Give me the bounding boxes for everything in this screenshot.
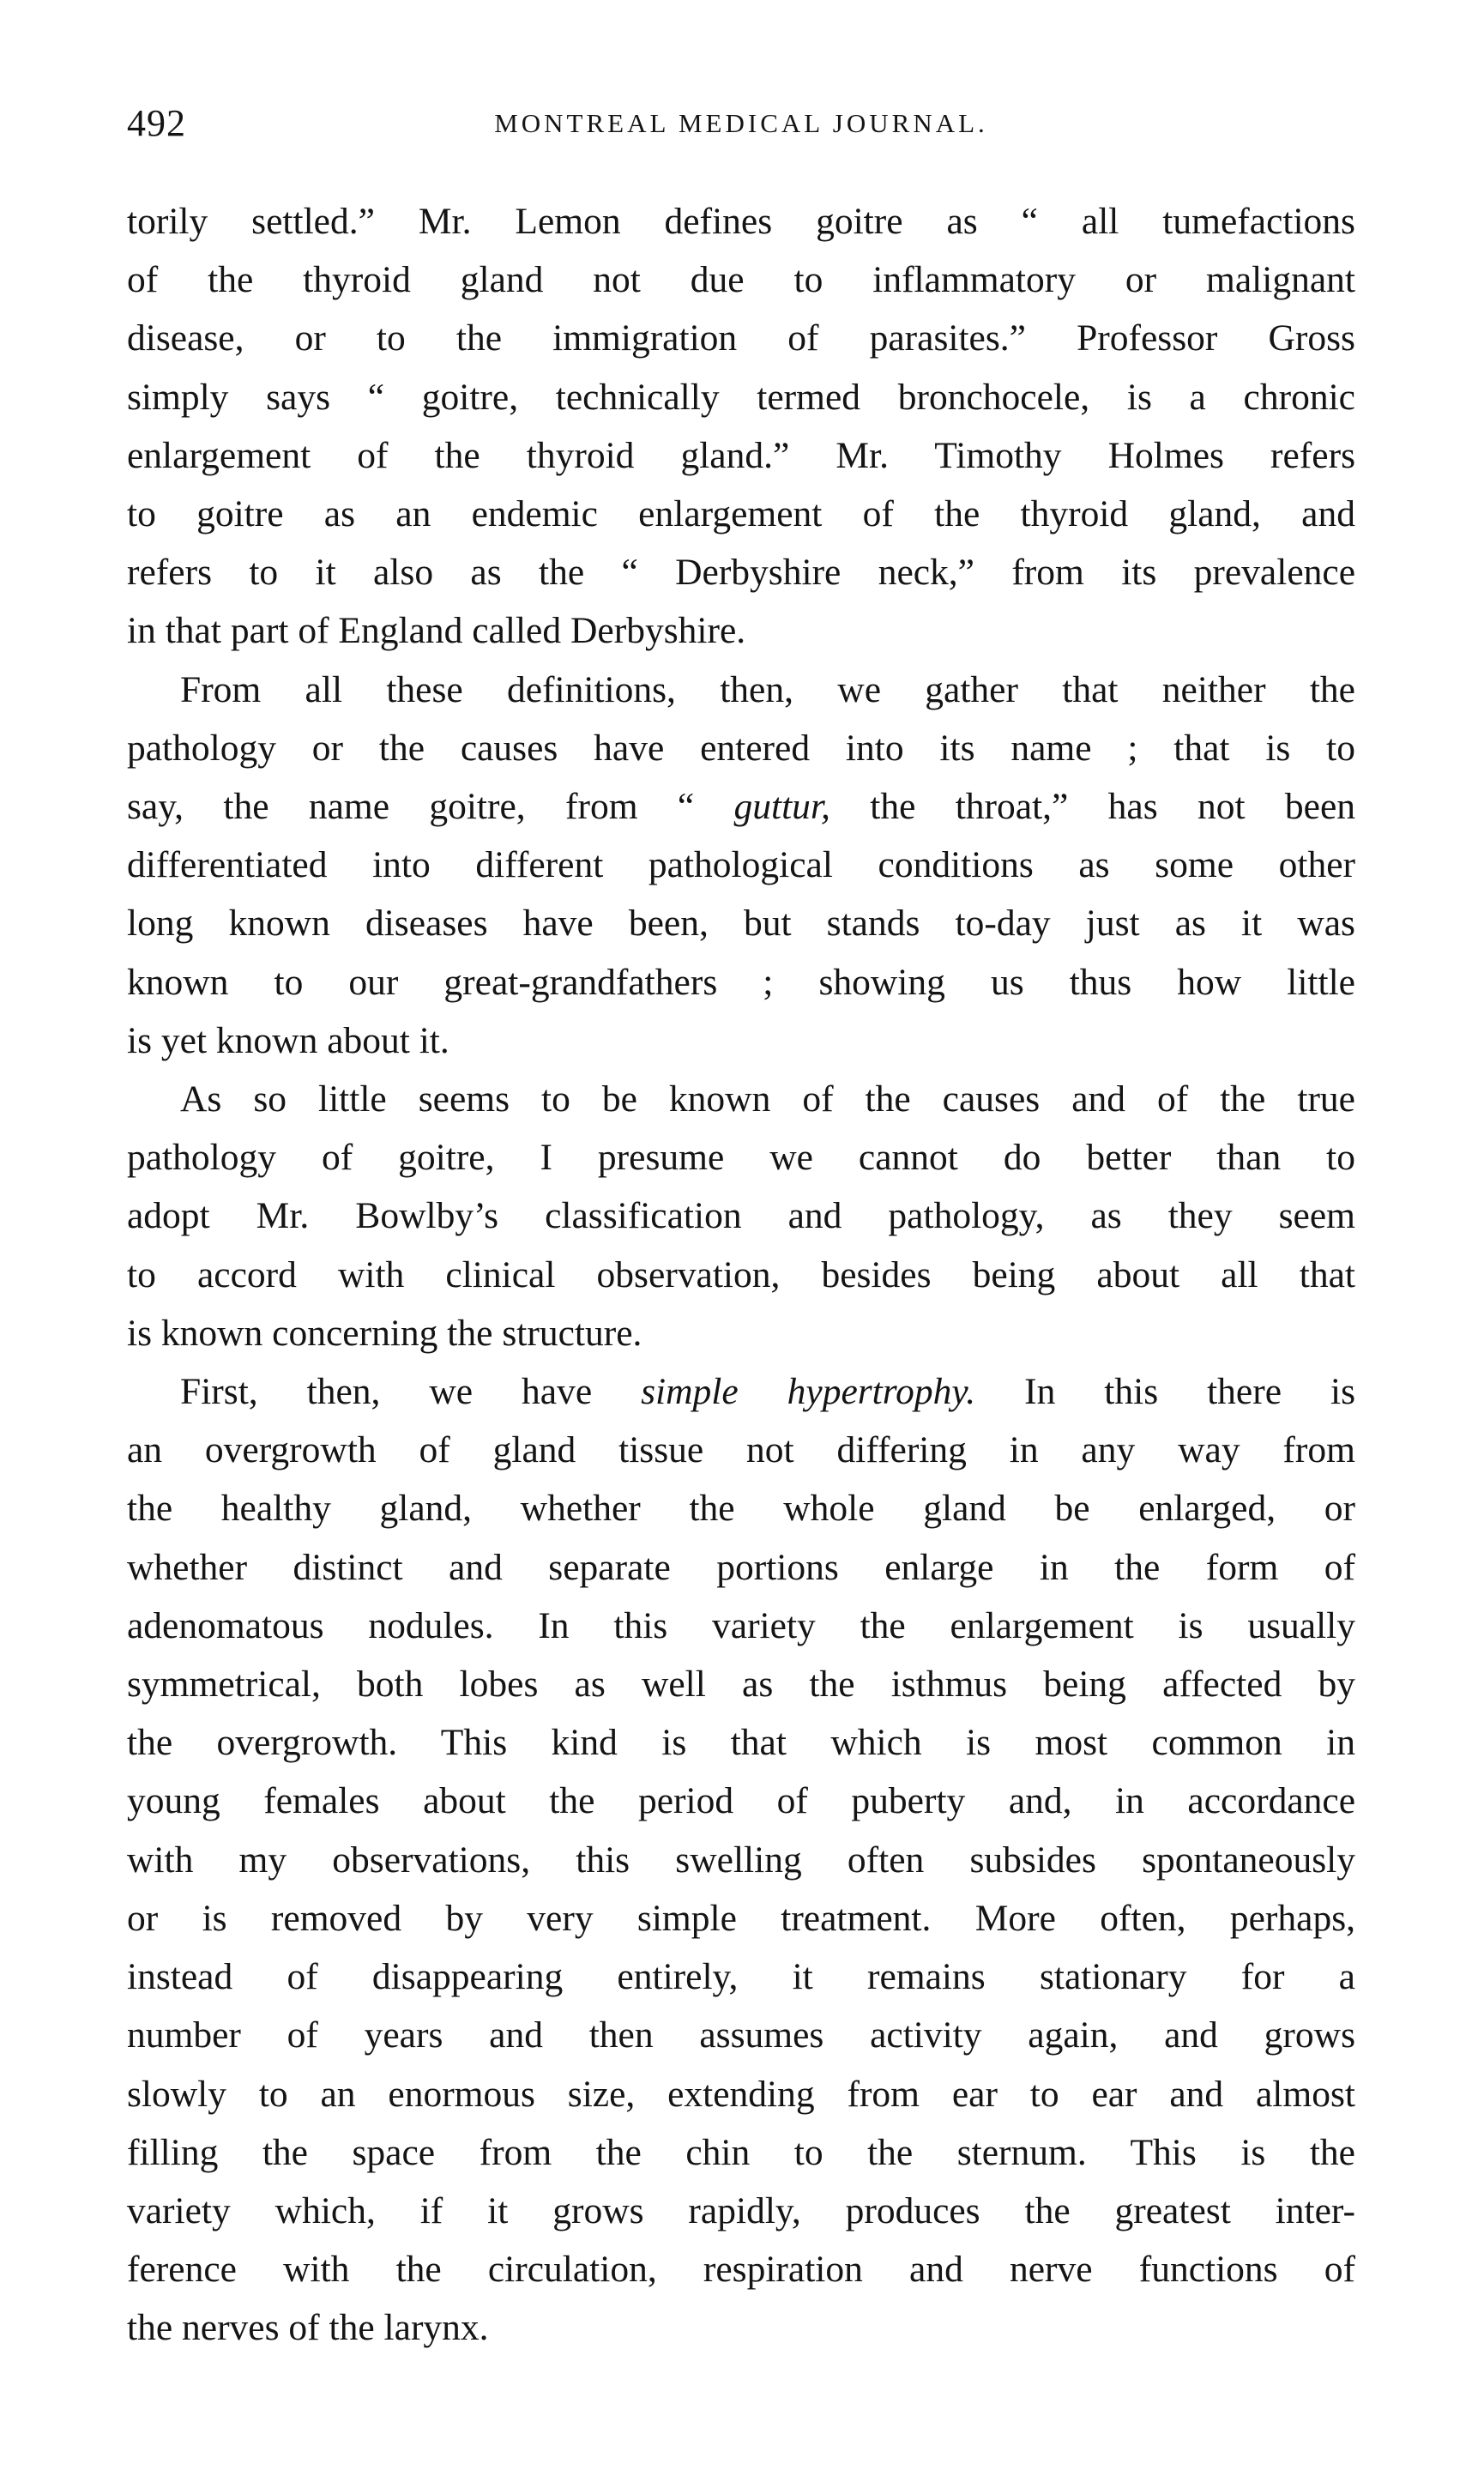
text-line: As so little seems to be known of the causes and of the true — [180, 1078, 1355, 1120]
text-line — [127, 777, 1355, 836]
text-line: of the thyroid gland not due to inflammatory or malignant — [127, 259, 1355, 301]
text-line: is known concerning the structure. — [127, 1312, 642, 1354]
text-line: or is removed by very simple treatment. More often, perhaps, — [127, 1897, 1355, 1939]
text-line: symmetrical, both lobes as well as the isthmus being affected by — [127, 1664, 1355, 1706]
italic-term: simple hypertrophy. — [641, 1371, 976, 1413]
text-line: to goitre as an endemic enlargement of the thyroid gland, and — [127, 493, 1355, 535]
paragraph — [127, 1070, 1355, 1362]
text-line: number of years and then assumes activity again, and grows — [127, 2014, 1355, 2056]
text-segment: First, then, we have — [180, 1371, 642, 1413]
text-line: simply says “ goitre, technically termed bronchocele, is a chronic — [127, 376, 1355, 418]
text-line: young females about the period of puberty and, in accordance — [127, 1780, 1355, 1822]
text-line: filling the space from the chin to the sternum. This is the — [127, 2131, 1355, 2173]
paragraph — [127, 192, 1355, 661]
text-line: the nerves of the larynx. — [127, 2307, 489, 2349]
text-line: slowly to an enormous size, extending from ear to ear and almost — [127, 2073, 1355, 2115]
text-line: long known diseases have been, but stands to-day just as it was — [127, 903, 1355, 945]
text-line: whether distinct and separate portions enlarge in the form of — [127, 1546, 1355, 1588]
page-header — [127, 101, 1355, 161]
paragraph — [127, 1362, 1355, 2357]
text-segment: In this there is — [975, 1371, 1356, 1413]
journal-page — [127, 101, 1355, 2358]
italic-term: guttur, — [733, 786, 830, 828]
text-line: known to our great-grandfathers ; showing us thus how little — [127, 961, 1355, 1003]
text-line: in that part of England called Derbyshire. — [127, 610, 746, 652]
text-line: the healthy gland, whether the whole gland be enlarged, or — [127, 1488, 1355, 1530]
text-line: torily settled.” Mr. Lemon defines goitre as “ all tumefactions — [127, 201, 1355, 242]
text-line — [127, 1362, 1355, 1421]
paragraph — [127, 661, 1355, 1070]
text-line: is yet known about it. — [127, 1019, 449, 1061]
text-line: an overgrowth of gland tissue not differing in any way from — [127, 1429, 1355, 1471]
text-line: enlargement of the thyroid gland.” Mr. Timothy Holmes refers — [127, 434, 1355, 476]
text-segment: say, the name goitre, from “ — [127, 786, 734, 828]
text-line: ference with the circulation, respiration and nerve functions of — [127, 2249, 1355, 2291]
text-line: adopt Mr. Bowlby’s classification and pathology, as they seem — [127, 1195, 1355, 1237]
text-line: From all these definitions, then, we gather that neither the — [180, 668, 1355, 710]
text-line: pathology or the causes have entered into its name ; that is to — [127, 727, 1355, 769]
page-number: 492 — [127, 102, 186, 144]
text-line: disease, or to the immigration of parasites.” Professor Gross — [127, 317, 1355, 359]
text-line: the overgrowth. This kind is that which is most common in — [127, 1722, 1355, 1764]
text-line: variety which, if it grows rapidly, produces the greatest inter- — [127, 2189, 1355, 2231]
running-title: MONTREAL MEDICAL JOURNAL. — [494, 108, 988, 138]
text-line: with my observations, this swelling often subsides spontaneously — [127, 1839, 1355, 1881]
article-body — [127, 192, 1355, 2358]
text-line: to accord with clinical observation, besides being about all that — [127, 1253, 1355, 1295]
text-segment: the throat,” has not been — [829, 786, 1355, 828]
text-line: differentiated into different pathological conditions as some other — [127, 844, 1355, 886]
text-line: pathology of goitre, I presume we cannot do better than to — [127, 1137, 1355, 1179]
text-line: adenomatous nodules. In this variety the enlargement is usually — [127, 1604, 1355, 1646]
text-line: instead of disappearing entirely, it remains stationary for a — [127, 1956, 1355, 1998]
text-line: refers to it also as the “ Derbyshire neck,” from its prevalence — [127, 552, 1355, 594]
